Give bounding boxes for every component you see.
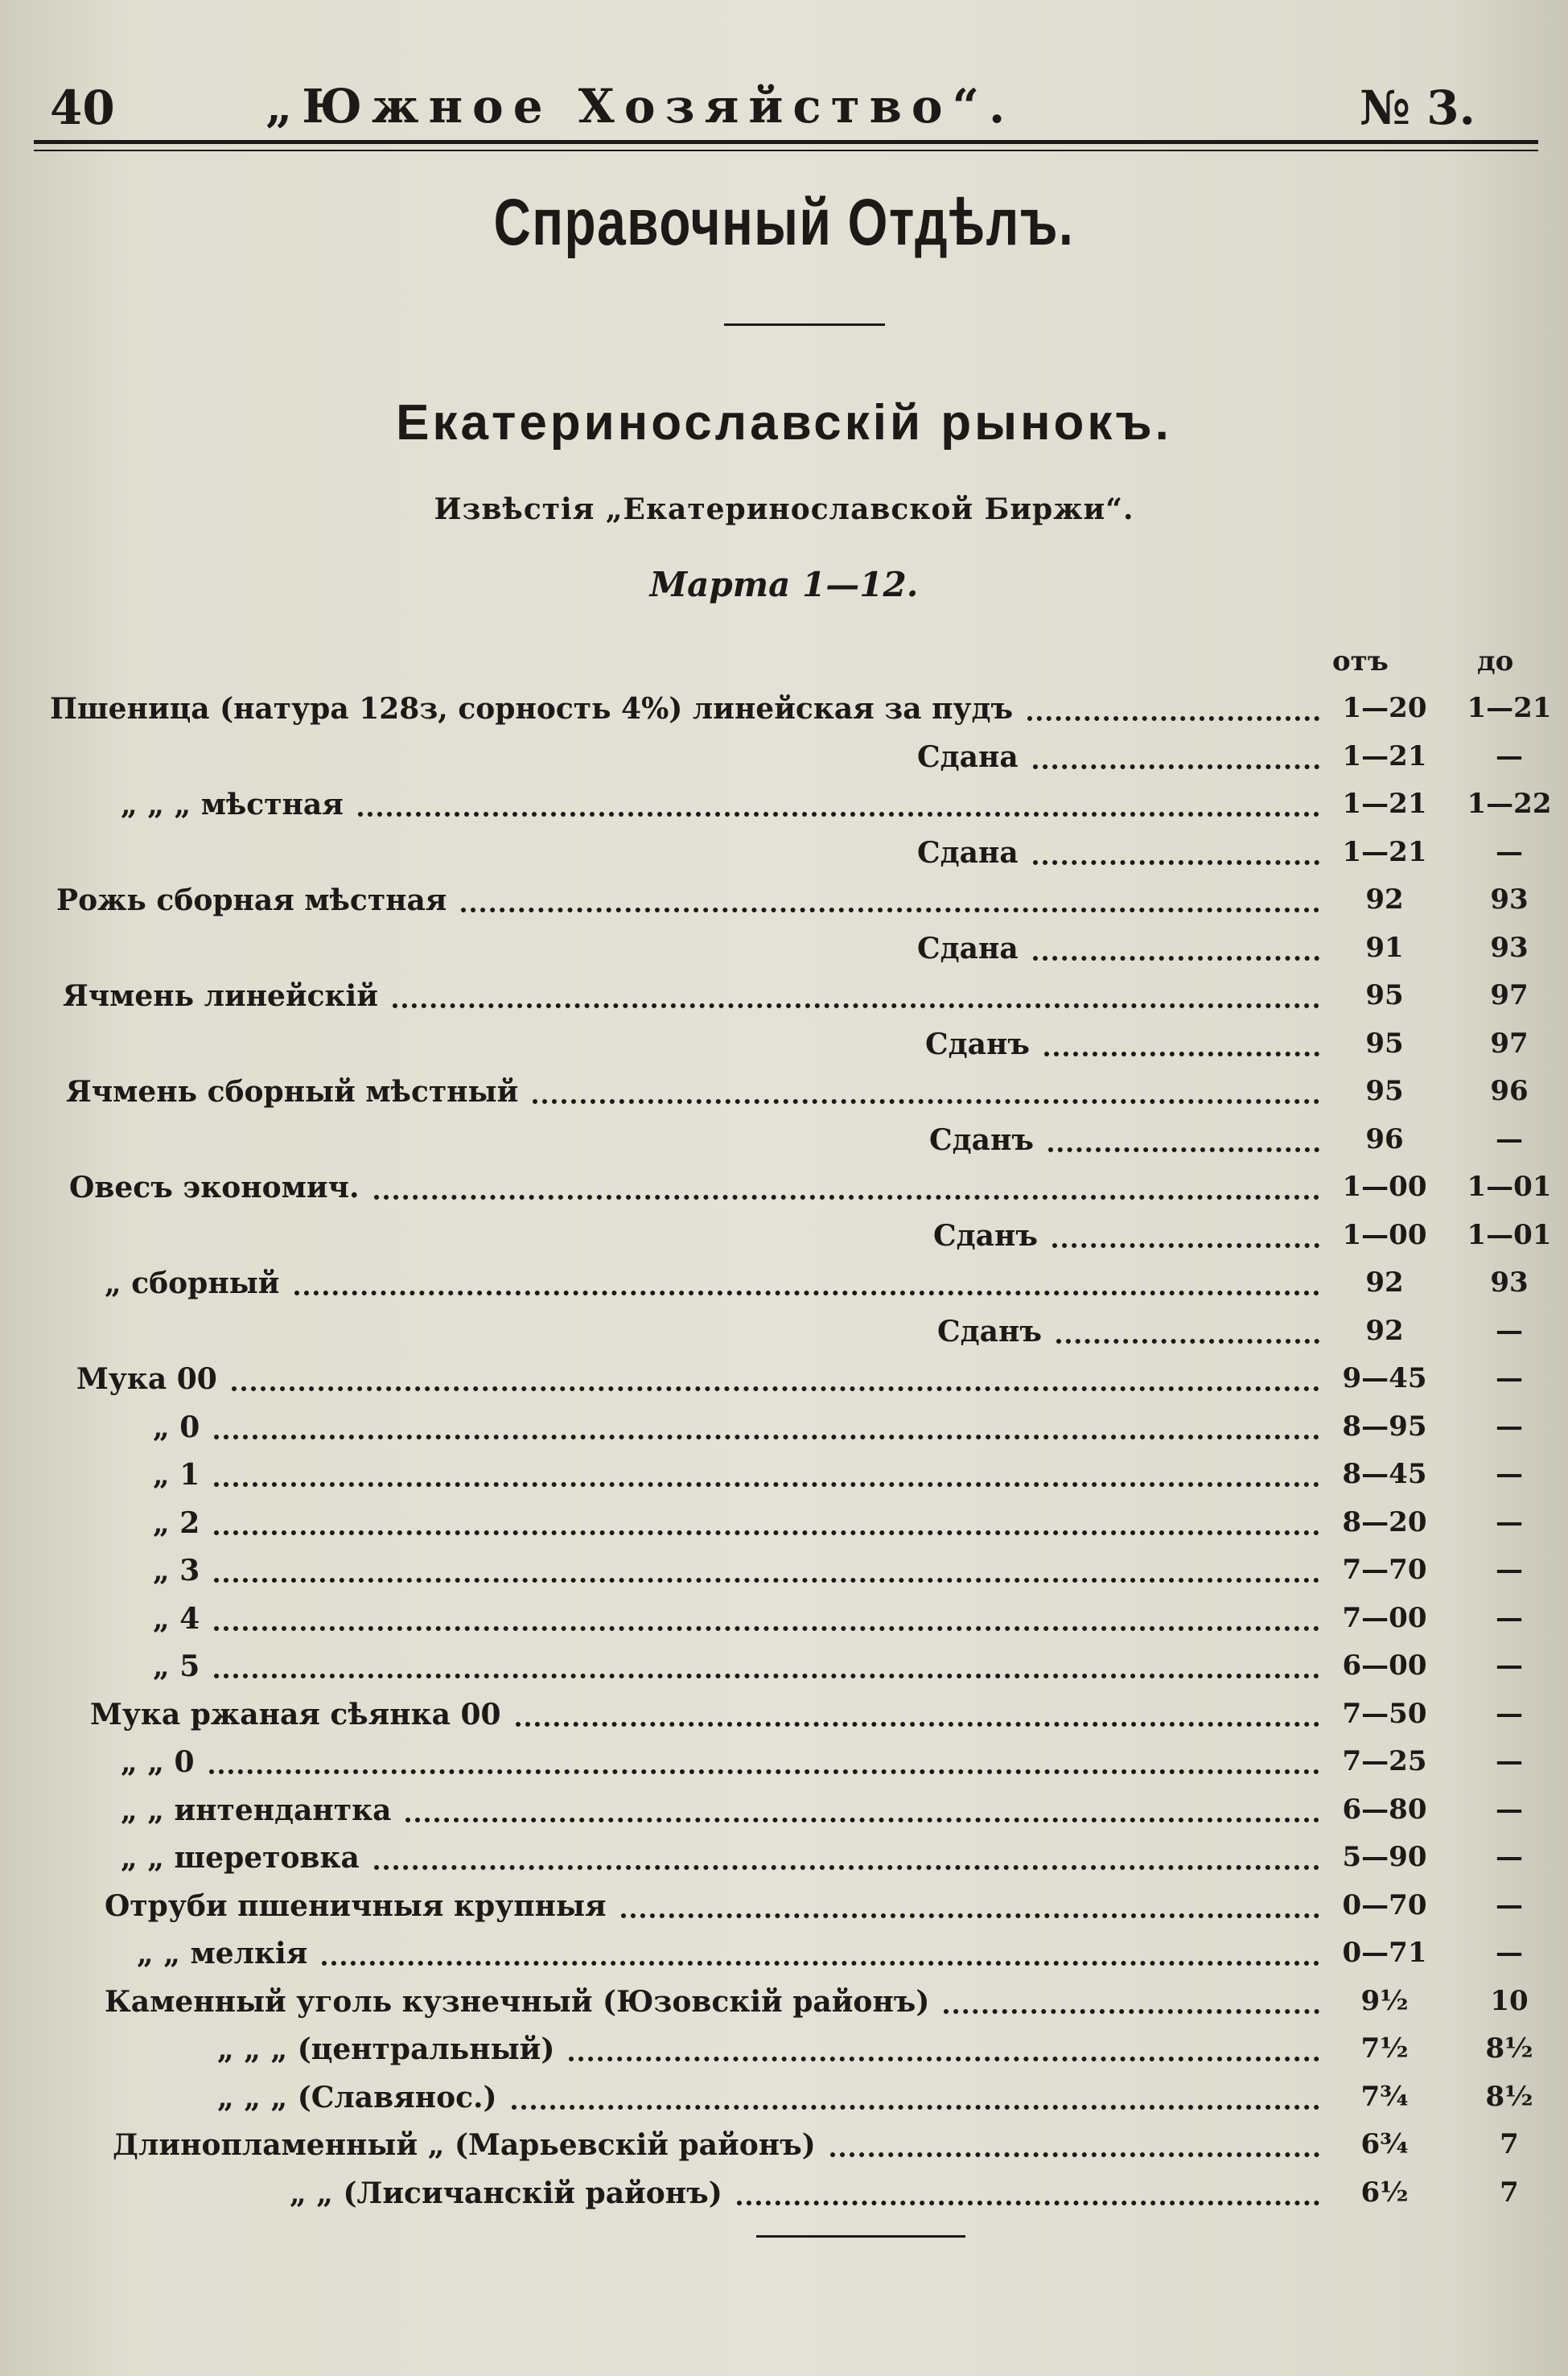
leader-dots: [621, 1913, 1319, 1918]
leader-dots: [1044, 1052, 1319, 1056]
header-rule-thick: [34, 140, 1538, 144]
leader-dots: [214, 1530, 1319, 1535]
table-row: [0, 883, 1568, 919]
leader-dots: [512, 2105, 1319, 2110]
row-label: „ „ мелкія: [137, 1937, 308, 1970]
price-to: 93: [1490, 883, 1529, 916]
row-label: Сданъ: [925, 1027, 1030, 1061]
row-label: „ „ „ мѣстная: [121, 788, 344, 822]
table-row: [0, 1602, 1568, 1637]
row-label: Мука ржаная сѣянка 00: [90, 1697, 501, 1732]
price-to: —: [1496, 1888, 1523, 1921]
table-row: [0, 1554, 1568, 1589]
price-to: —: [1496, 1122, 1523, 1155]
leader-dots: [214, 1578, 1319, 1583]
issue-number: № 3.: [1360, 80, 1475, 135]
leader-dots: [830, 2152, 1319, 2157]
leader-dots: [569, 2057, 1319, 2061]
price-from: 6—80: [1342, 1793, 1427, 1826]
price-from: 7—25: [1342, 1745, 1427, 1777]
table-row: [0, 1889, 1568, 1925]
table-row: [0, 1315, 1568, 1350]
market-title: Екатеринославскій рынокъ.: [396, 395, 1172, 451]
price-to: —: [1496, 1505, 1523, 1538]
price-to: —: [1496, 739, 1523, 772]
leader-dots: [1056, 1339, 1319, 1344]
row-label: Ячмень сборный мѣстный: [66, 1075, 519, 1109]
row-label: Сданъ: [929, 1122, 1034, 1157]
price-to: 1—22: [1467, 788, 1552, 820]
leader-dots: [214, 1435, 1319, 1439]
row-label: Мука 00: [76, 1362, 217, 1396]
price-from: 7—70: [1342, 1554, 1427, 1586]
price-to: 93: [1490, 1266, 1529, 1299]
price-from: 7½: [1360, 2032, 1409, 2065]
table-row: [0, 1171, 1568, 1206]
price-from: 0—70: [1342, 1888, 1427, 1921]
table-row: [0, 1649, 1568, 1685]
table-row: [0, 1027, 1568, 1063]
row-label: „ 1: [153, 1458, 200, 1492]
price-to: 8½: [1485, 2032, 1533, 2065]
leader-dots: [1033, 956, 1319, 961]
end-rule: [756, 2235, 965, 2238]
leader-dots: [209, 1769, 1319, 1774]
leader-dots: [1052, 1243, 1319, 1248]
row-label: „ сборный: [105, 1266, 280, 1300]
row-label: „ „ 0: [121, 1745, 195, 1779]
row-label: Сданъ: [933, 1218, 1038, 1253]
price-from: 1—21: [1342, 788, 1427, 820]
price-to: —: [1496, 1601, 1523, 1634]
row-label: Рожь сборная мѣстная: [56, 883, 447, 917]
price-to: —: [1496, 1937, 1523, 1969]
price-to: —: [1496, 1410, 1523, 1443]
price-to: —: [1496, 1649, 1523, 1682]
price-from: 8—95: [1342, 1410, 1427, 1443]
row-label: Отруби пшеничныя крупныя: [105, 1888, 607, 1923]
row-label: „ 3: [153, 1554, 200, 1587]
row-label: Ячмень линейскій: [63, 979, 378, 1013]
leader-dots: [516, 1722, 1319, 1727]
table-row: [0, 1266, 1568, 1302]
table-row: [0, 2032, 1568, 2068]
leader-dots: [374, 1865, 1319, 1870]
price-from: 6½: [1360, 2176, 1409, 2209]
price-from: 8—20: [1342, 1505, 1427, 1538]
row-label: „ 5: [153, 1649, 200, 1683]
price-from: 1—00: [1342, 1171, 1427, 1203]
row-label: „ 0: [153, 1410, 200, 1444]
leader-dots: [214, 1626, 1319, 1631]
price-from: 5—90: [1342, 1841, 1427, 1873]
row-label: „ 2: [153, 1505, 200, 1540]
table-row: [0, 1985, 1568, 2020]
price-to: —: [1496, 1362, 1523, 1394]
leader-dots: [1033, 764, 1319, 769]
leader-dots: [393, 1003, 1319, 1008]
price-to: 7: [1500, 2176, 1519, 2209]
price-from: 9—45: [1342, 1362, 1427, 1394]
price-from: 6—00: [1342, 1649, 1427, 1682]
price-to: 97: [1490, 1027, 1529, 1060]
leader-dots: [214, 1482, 1319, 1487]
price-to: —: [1496, 1554, 1523, 1586]
leader-dots: [358, 812, 1319, 817]
table-row: [0, 1841, 1568, 1876]
price-from: 7—50: [1342, 1697, 1427, 1730]
leader-dots: [294, 1291, 1319, 1295]
price-to: 8½: [1485, 2080, 1533, 2113]
price-from: 7—00: [1342, 1601, 1427, 1634]
price-to: 10: [1490, 1984, 1529, 2017]
price-to: 1—01: [1467, 1171, 1552, 1203]
price-from: 1—00: [1342, 1218, 1427, 1251]
leader-dots: [232, 1386, 1319, 1391]
section-divider: [724, 323, 885, 326]
table-row: [0, 1745, 1568, 1781]
row-label: Длинопламенный „ (Марьевскій районъ): [113, 2128, 816, 2162]
table-row: [0, 1698, 1568, 1733]
price-to: —: [1496, 1314, 1523, 1347]
header-rule-thin: [34, 150, 1538, 151]
price-from: 92: [1365, 1314, 1404, 1347]
section-title: Справочный Отдѣлъ.: [493, 186, 1075, 259]
table-row: [0, 1123, 1568, 1159]
row-label: Овесъ экономич.: [69, 1171, 360, 1204]
table-row: [0, 692, 1568, 727]
price-from: 96: [1365, 1122, 1404, 1155]
row-label: „ „ „ (Славянос.): [217, 2080, 497, 2115]
page-number: 40: [50, 80, 115, 135]
row-label: „ „ интендантка: [121, 1793, 392, 1827]
price-to: 1—21: [1467, 692, 1552, 724]
table-row: [0, 1075, 1568, 1110]
price-from: 91: [1365, 931, 1404, 964]
price-to: —: [1496, 1841, 1523, 1873]
date-range: Марта 1—12.: [649, 565, 919, 604]
table-row: [0, 1458, 1568, 1493]
price-from: 1—21: [1342, 835, 1427, 868]
table-row: [0, 2128, 1568, 2164]
price-from: 1—20: [1342, 692, 1427, 724]
leader-dots: [405, 1818, 1319, 1822]
price-from: 92: [1365, 883, 1404, 916]
price-to: —: [1496, 835, 1523, 868]
table-row: [0, 1793, 1568, 1829]
price-from: 1—21: [1342, 739, 1427, 772]
table-row: [0, 836, 1568, 871]
row-label: Сданъ: [937, 1314, 1042, 1349]
row-label: „ „ шеретовка: [121, 1841, 360, 1875]
price-from: 95: [1365, 1027, 1404, 1060]
price-to: 7: [1500, 2128, 1519, 2160]
table-row: [0, 1937, 1568, 1972]
journal-title: „Южное Хозяйство“.: [265, 79, 1015, 134]
leader-dots: [1048, 1147, 1319, 1152]
price-from: 6¾: [1360, 2128, 1409, 2160]
price-to: —: [1496, 1745, 1523, 1777]
leader-dots: [322, 1961, 1319, 1966]
table-row: [0, 2081, 1568, 2116]
leader-dots: [214, 1674, 1319, 1678]
price-to: 1—01: [1467, 1218, 1552, 1251]
column-header-from: отъ: [1332, 645, 1389, 677]
row-label: „ 4: [153, 1601, 200, 1636]
table-row: [0, 788, 1568, 823]
row-label: „ „ (Лисичанскій районъ): [290, 2176, 722, 2210]
price-from: 95: [1365, 979, 1404, 1011]
price-to: 97: [1490, 979, 1529, 1011]
table-row: [0, 1219, 1568, 1254]
price-to: —: [1496, 1458, 1523, 1490]
table-row: [0, 1362, 1568, 1398]
price-from: 7¾: [1360, 2080, 1409, 2113]
source-line: Извѣстія „Екатеринославской Биржи“.: [434, 492, 1134, 526]
price-from: 95: [1365, 1075, 1404, 1107]
table-row: [0, 2176, 1568, 2212]
row-label: Сдана: [917, 931, 1019, 966]
leader-dots: [533, 1099, 1319, 1104]
row-label: Сдана: [917, 835, 1019, 870]
price-to: 96: [1490, 1075, 1529, 1107]
leader-dots: [944, 2009, 1319, 2014]
price-to: —: [1496, 1697, 1523, 1730]
row-label: Пшеница (натура 128з, сорность 4%) линейская за пудъ: [50, 692, 1014, 726]
table-row: [0, 1506, 1568, 1542]
table-row: [0, 932, 1568, 967]
leader-dots: [1033, 860, 1319, 865]
leader-dots: [374, 1195, 1319, 1200]
table-row: [0, 740, 1568, 776]
table-row: [0, 979, 1568, 1015]
price-from: 9½: [1360, 1984, 1409, 2017]
price-from: 8—45: [1342, 1458, 1427, 1490]
price-from: 92: [1365, 1266, 1404, 1299]
leader-dots: [1027, 716, 1319, 721]
price-to: —: [1496, 1793, 1523, 1826]
row-label: Сдана: [917, 739, 1019, 774]
leader-dots: [737, 2201, 1319, 2205]
row-label: „ „ „ (центральный): [217, 2032, 555, 2066]
price-to: 93: [1490, 931, 1529, 964]
column-header-to: до: [1477, 645, 1514, 677]
price-from: 0—71: [1342, 1937, 1427, 1969]
table-row: [0, 1410, 1568, 1446]
row-label: Каменный уголь кузнечный (Юзовскій районъ): [105, 1984, 930, 2019]
leader-dots: [461, 908, 1319, 912]
